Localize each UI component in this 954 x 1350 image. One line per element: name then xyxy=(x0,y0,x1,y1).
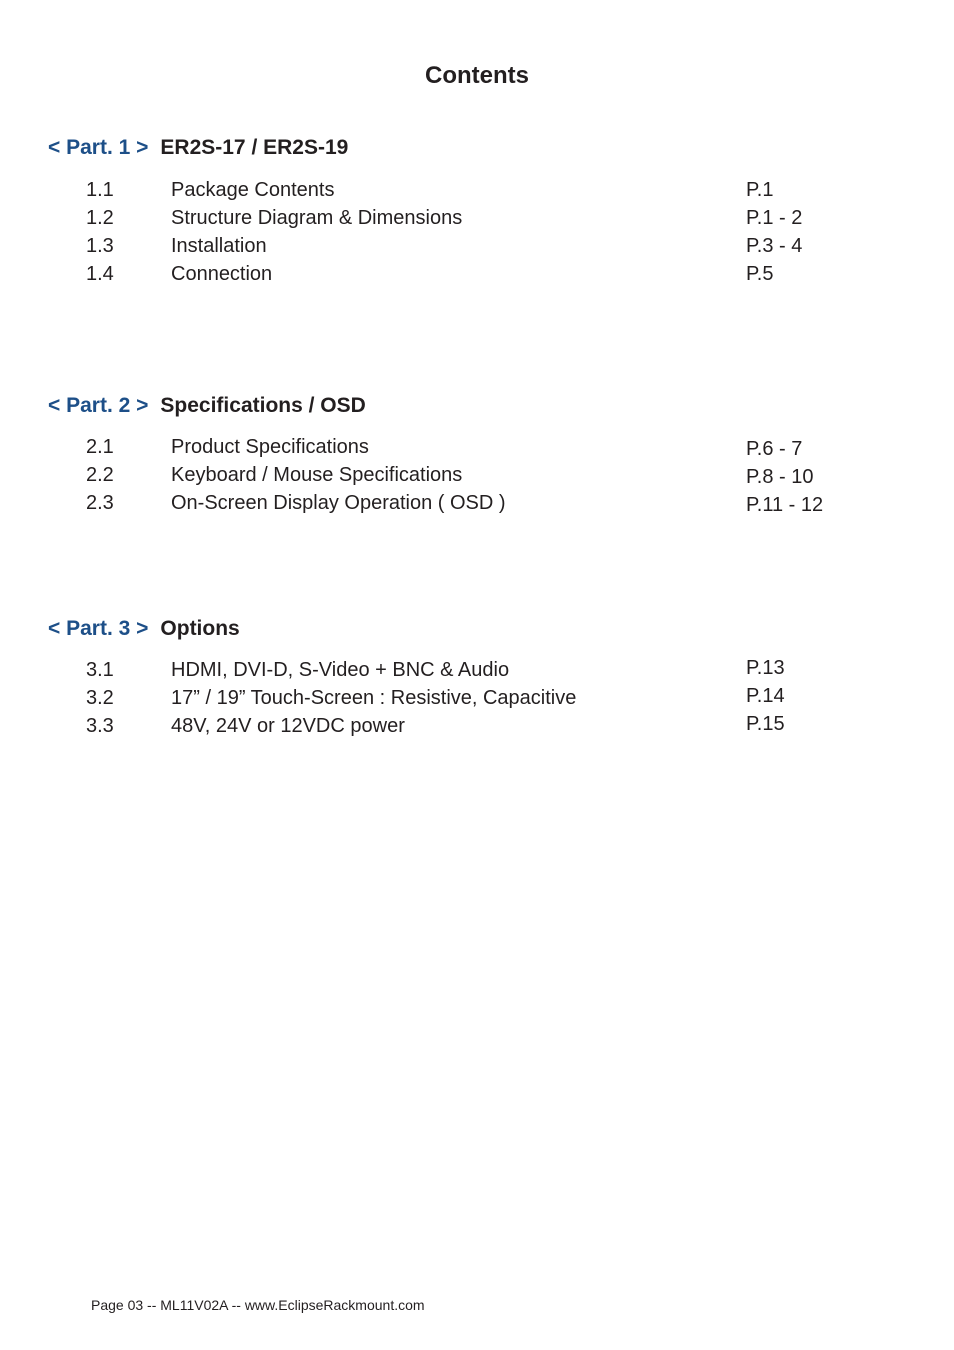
entry-3-1-page: P.13 xyxy=(746,657,785,679)
page-footer: Page 03 -- ML11V02A -- www.EclipseRackmount.com xyxy=(91,1297,425,1313)
part-3-name: Options xyxy=(160,617,240,640)
entry-1-1-page: P.1 xyxy=(746,179,774,201)
part-2-name: Specifications / OSD xyxy=(160,394,366,417)
entry-1-1-number: 1.1 xyxy=(86,179,114,201)
entry-3-2-number: 3.2 xyxy=(86,687,114,709)
part-3-tag: < Part. 3 > xyxy=(48,617,149,640)
entry-2-3-title: On-Screen Display Operation ( OSD ) xyxy=(171,492,506,514)
part-1-heading xyxy=(48,136,348,160)
part-3-heading xyxy=(48,617,240,641)
entry-2-2-number: 2.2 xyxy=(86,464,114,486)
entry-2-3-number: 2.3 xyxy=(86,492,114,514)
part-1-name: ER2S-17 / ER2S-19 xyxy=(160,136,349,159)
entry-3-2-title: 17” / 19” Touch-Screen : Resistive, Capacitive xyxy=(171,687,577,709)
entry-1-1-title: Package Contents xyxy=(171,179,335,201)
entry-1-3-title: Installation xyxy=(171,235,267,257)
entry-2-3-page: P.11 - 12 xyxy=(746,494,824,516)
entry-3-3-title: 48V, 24V or 12VDC power xyxy=(171,715,405,737)
part-1-tag: < Part. 1 > xyxy=(48,136,149,159)
entry-3-2-page: P.14 xyxy=(746,685,785,707)
entry-3-1-title: HDMI, DVI-D, S-Video + BNC & Audio xyxy=(171,659,510,681)
entry-1-4-number: 1.4 xyxy=(86,263,114,285)
entry-1-4-page: P.5 xyxy=(746,263,774,285)
entry-3-3-number: 3.3 xyxy=(86,715,114,737)
entry-1-4-title: Connection xyxy=(171,263,273,285)
entry-2-2-page: P.8 - 10 xyxy=(746,466,814,488)
entry-3-1-number: 3.1 xyxy=(86,659,114,681)
entry-2-2-title: Keyboard / Mouse Specifications xyxy=(171,464,463,486)
entry-2-1-number: 2.1 xyxy=(86,436,114,458)
entry-2-1-title: Product Specifications xyxy=(171,436,369,458)
entry-1-3-number: 1.3 xyxy=(86,235,114,257)
page-title: Contents xyxy=(425,62,529,89)
part-2-heading xyxy=(48,394,366,418)
part-2-tag: < Part. 2 > xyxy=(48,394,149,417)
entry-2-1-page: P.6 - 7 xyxy=(746,438,803,460)
entry-1-2-page: P.1 - 2 xyxy=(746,207,803,229)
entry-3-3-page: P.15 xyxy=(746,713,785,735)
entry-1-2-number: 1.2 xyxy=(86,207,114,229)
entry-1-2-title: Structure Diagram & Dimensions xyxy=(171,207,463,229)
entry-1-3-page: P.3 - 4 xyxy=(746,235,803,257)
